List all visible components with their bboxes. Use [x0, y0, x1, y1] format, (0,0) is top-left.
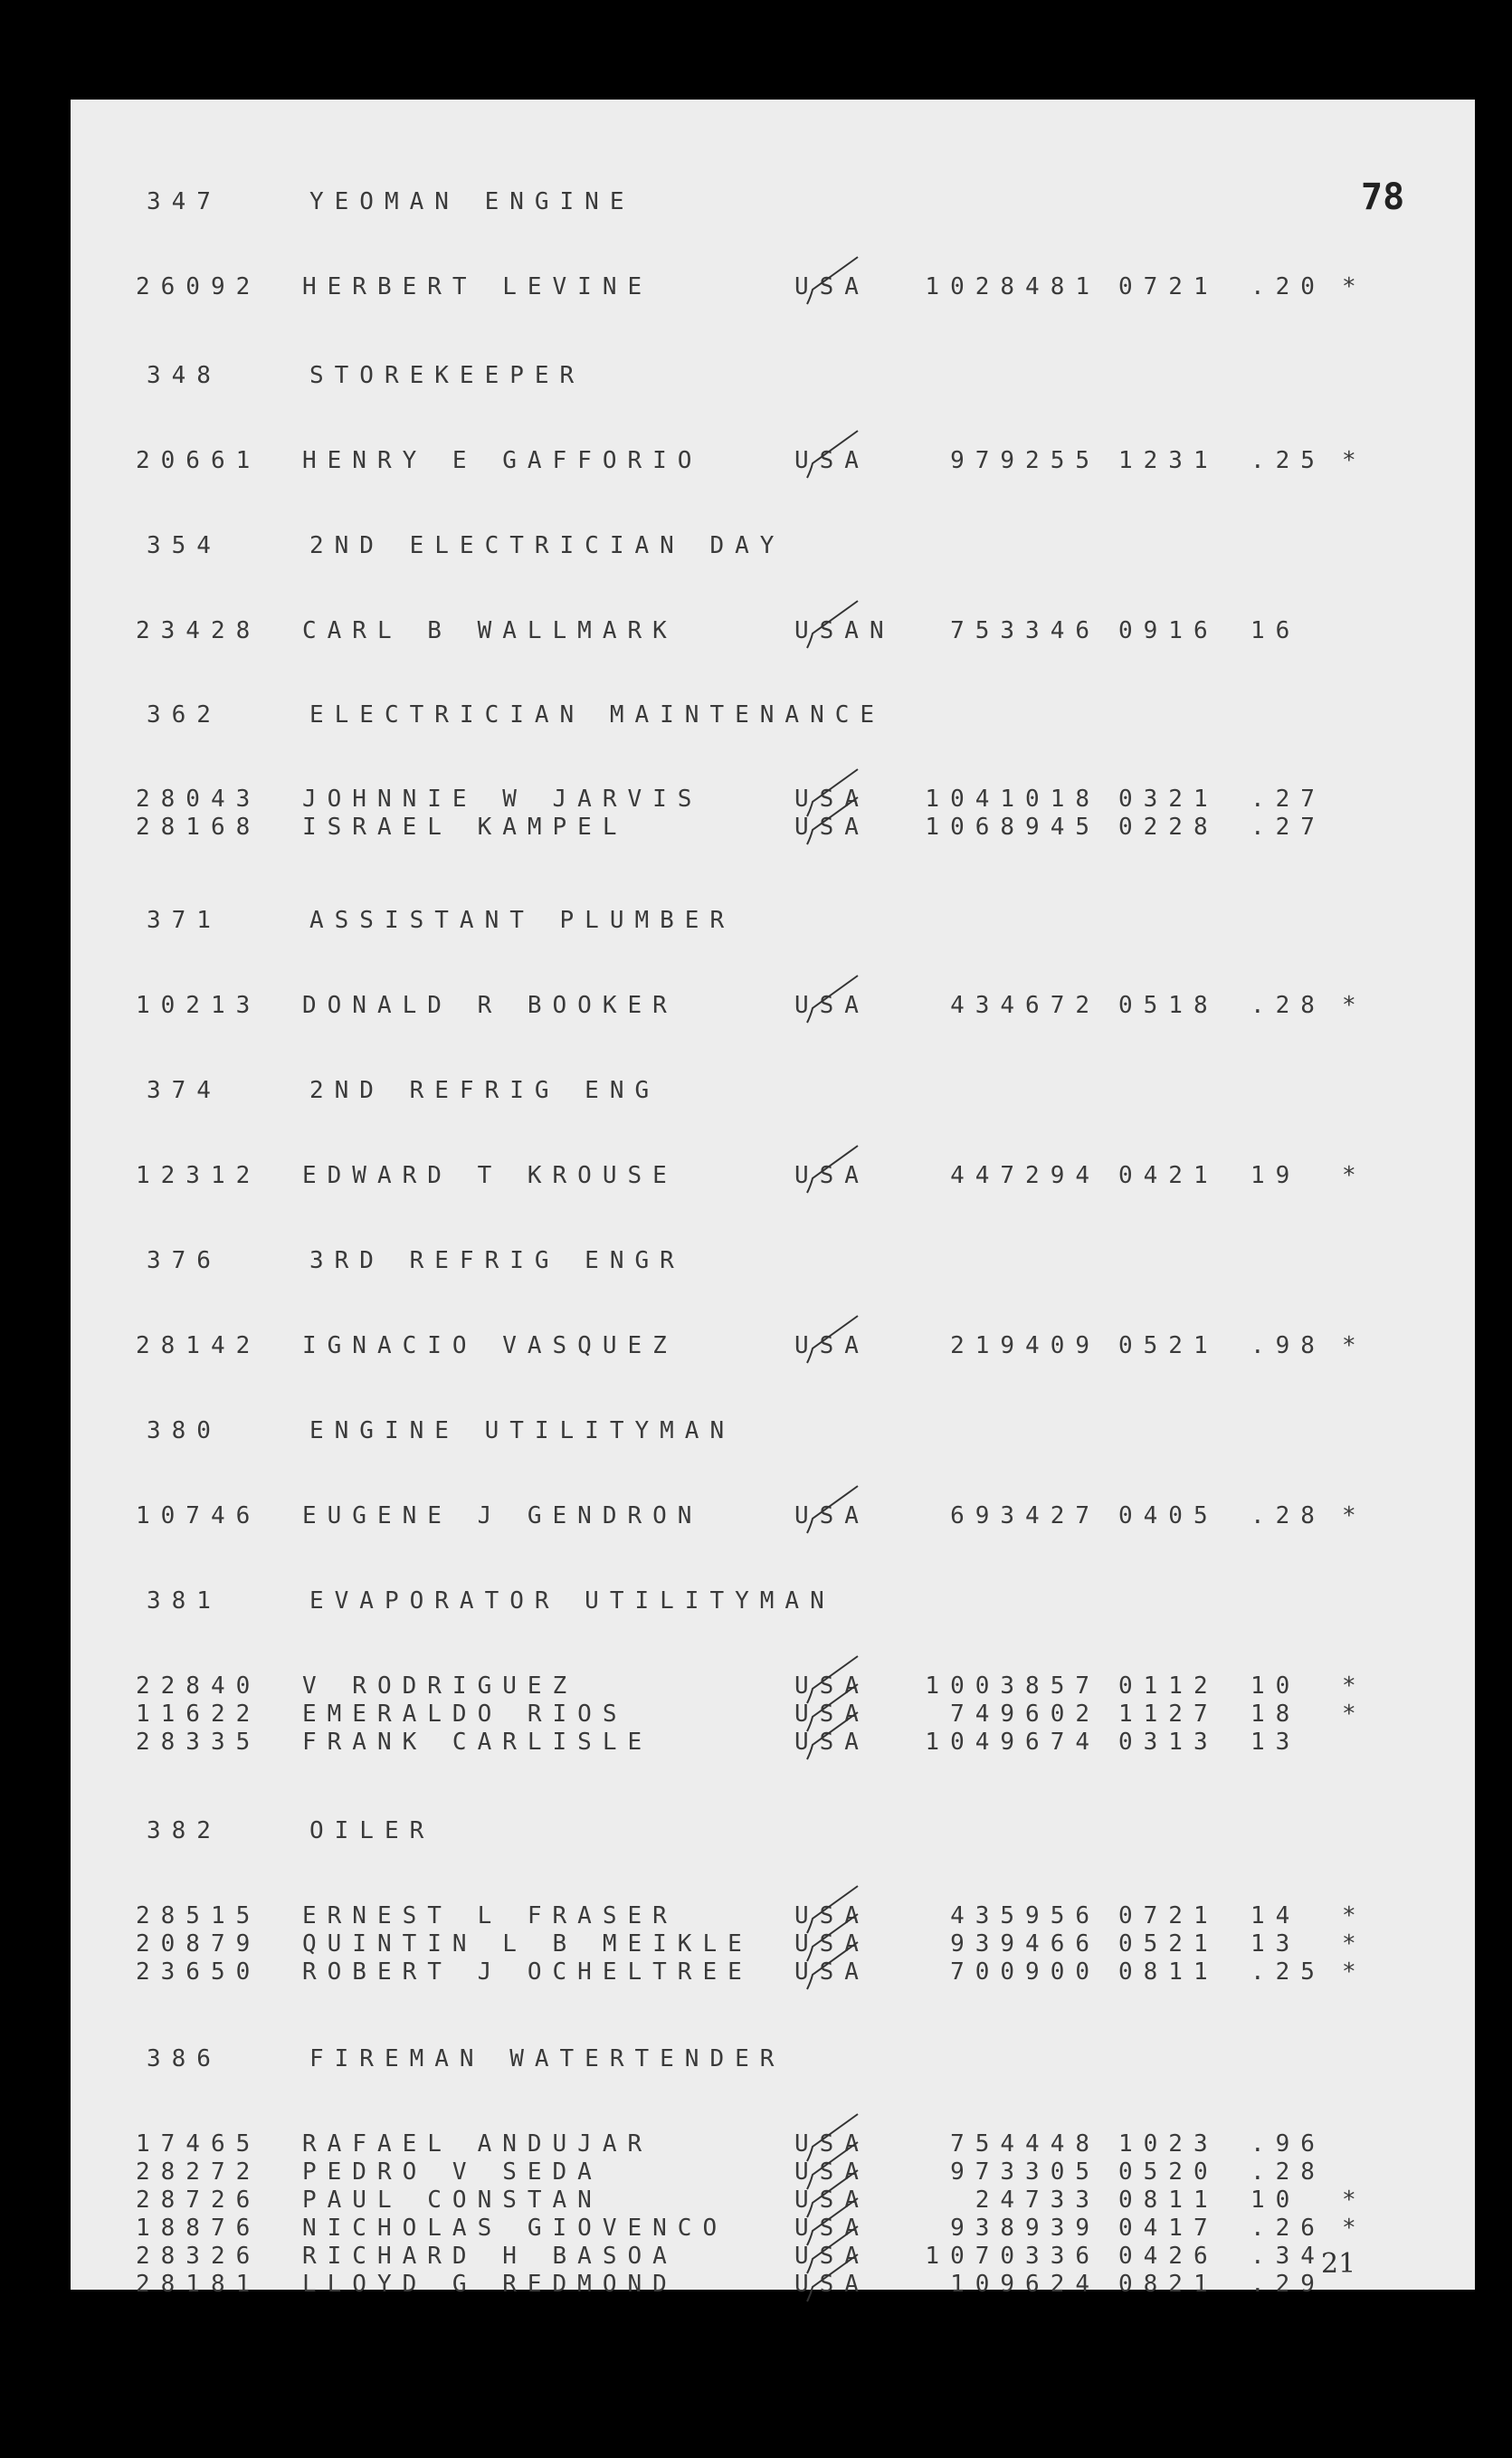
date-code: 0916 [1118, 617, 1219, 644]
seaman-name: ERNEST L FRASER [302, 1902, 678, 1929]
date-code: 0811 [1118, 1958, 1219, 1986]
nationality: USA [794, 2130, 870, 2158]
seaman-id: 10213 [136, 992, 262, 1019]
seaman-id: 20661 [136, 447, 262, 474]
rate-code: .96 [1250, 2130, 1326, 2158]
check-mark-icon [804, 2251, 867, 2305]
seaman-name: HERBERT LEVINE [302, 273, 653, 300]
document-number: 219409 [950, 1332, 1100, 1359]
document-number: 109624 [950, 2271, 1100, 2298]
date-code: 1127 [1118, 1701, 1219, 1728]
nationality: USA [794, 1701, 870, 1728]
rate-code: 10 [1250, 2186, 1301, 2214]
nationality: USA [794, 1958, 870, 1986]
seaman-name: EDWARD T KROUSE [302, 1162, 678, 1189]
check-mark-icon [804, 972, 867, 1026]
check-mark-icon [804, 1709, 867, 1763]
document-number: 1003857 [925, 1672, 1100, 1700]
document-number: 1068945 [925, 814, 1100, 841]
seaman-id: 23650 [136, 1958, 262, 1986]
section-title: 2ND REFRIG ENG [309, 1077, 661, 1104]
asterisk-mark: * [1342, 2215, 1356, 2242]
check-mark-icon [804, 597, 867, 652]
section-code: 381 [147, 1587, 222, 1615]
seaman-id: 28043 [136, 786, 262, 813]
nationality: USAN [794, 617, 895, 644]
document-number: 447294 [950, 1162, 1100, 1189]
handwritten-margin-note: 21 [1321, 2248, 1356, 2280]
section-title: 3RD REFRIG ENGR [309, 1247, 685, 1274]
date-code: 0811 [1118, 2186, 1219, 2214]
seaman-id: 28142 [136, 1332, 262, 1359]
seaman-name: CARL B WALLMARK [302, 617, 678, 644]
seaman-id: 23428 [136, 617, 262, 644]
seaman-id: 28181 [136, 2271, 262, 2298]
rate-code: .28 [1250, 2158, 1326, 2186]
document-number: 24733 [975, 2186, 1100, 2214]
seaman-id: 26092 [136, 273, 262, 300]
seaman-id: 11622 [136, 1701, 262, 1728]
seaman-name: ISRAEL KAMPEL [302, 814, 628, 841]
document-number: 939466 [950, 1930, 1100, 1958]
section-title: ENGINE UTILITYMAN [309, 1417, 736, 1444]
seaman-name: LLOYD G REDMOND [302, 2271, 678, 2298]
date-code: 0228 [1118, 814, 1219, 841]
date-code: 0521 [1118, 1332, 1219, 1359]
document-number: 1070336 [925, 2243, 1100, 2270]
nationality: USA [794, 1332, 870, 1359]
rate-code: .28 [1250, 1502, 1326, 1529]
nationality: USA [794, 2158, 870, 2186]
check-mark-icon [804, 1142, 867, 1196]
document-number: 754448 [950, 2130, 1100, 2158]
date-code: 1231 [1118, 447, 1219, 474]
document-number: 973305 [950, 2158, 1100, 2186]
asterisk-mark: * [1342, 1701, 1356, 1728]
section-title: OILER [309, 1817, 435, 1844]
date-code: 0112 [1118, 1672, 1219, 1700]
date-code: 0421 [1118, 1162, 1219, 1189]
date-code: 1023 [1118, 2130, 1219, 2158]
seaman-id: 28726 [136, 2186, 262, 2214]
document-number: 938939 [950, 2215, 1100, 2242]
section-code: 371 [147, 907, 222, 934]
date-code: 0821 [1118, 2271, 1219, 2298]
nationality: USA [794, 2243, 870, 2270]
section-code: 348 [147, 362, 222, 389]
section-code: 347 [147, 188, 222, 215]
seaman-name: EMERALDO RIOS [302, 1701, 628, 1728]
document-number: 1049674 [925, 1729, 1100, 1756]
seaman-name: IGNACIO VASQUEZ [302, 1332, 678, 1359]
date-code: 0521 [1118, 1930, 1219, 1958]
asterisk-mark: * [1342, 273, 1356, 300]
page-number: 78 [1361, 176, 1405, 218]
rate-code: .34 [1250, 2243, 1326, 2270]
nationality: USA [794, 786, 870, 813]
rate-code: .27 [1250, 786, 1326, 813]
nationality: USA [794, 1729, 870, 1756]
nationality: USA [794, 273, 870, 300]
nationality: USA [794, 1902, 870, 1929]
asterisk-mark: * [1342, 1502, 1356, 1529]
asterisk-mark: * [1342, 1672, 1356, 1700]
rate-code: .29 [1250, 2271, 1326, 2298]
seaman-name: PEDRO V SEDA [302, 2158, 603, 2186]
date-code: 0426 [1118, 2243, 1219, 2270]
section-code: 380 [147, 1417, 222, 1444]
date-code: 0520 [1118, 2158, 1219, 2186]
rate-code: .27 [1250, 814, 1326, 841]
seaman-name: RICHARD H BASOA [302, 2243, 678, 2270]
section-title: 2ND ELECTRICIAN DAY [309, 532, 785, 559]
document-number: 979255 [950, 447, 1100, 474]
document-number: 700900 [950, 1958, 1100, 1986]
asterisk-mark: * [1342, 1930, 1356, 1958]
seaman-name: FRANK CARLISLE [302, 1729, 653, 1756]
check-mark-icon [804, 427, 867, 481]
nationality: USA [794, 447, 870, 474]
asterisk-mark: * [1342, 2186, 1356, 2214]
rate-code: 13 [1250, 1729, 1301, 1756]
section-title: FIREMAN WATERTENDER [309, 2045, 785, 2072]
seaman-name: RAFAEL ANDUJAR [302, 2130, 653, 2158]
seaman-id: 12312 [136, 1162, 262, 1189]
check-mark-icon [804, 1939, 867, 1993]
nationality: USA [794, 992, 870, 1019]
seaman-id: 28335 [136, 1729, 262, 1756]
nationality: USA [794, 1672, 870, 1700]
seaman-id: 17465 [136, 2130, 262, 2158]
section-code: 354 [147, 532, 222, 559]
rate-code: .20 [1250, 273, 1326, 300]
seaman-name: HENRY E GAFFORIO [302, 447, 703, 474]
seaman-name: ROBERT J OCHELTREE [302, 1958, 753, 1986]
section-title: ASSISTANT PLUMBER [309, 907, 736, 934]
rate-code: .98 [1250, 1332, 1326, 1359]
check-mark-icon [804, 1312, 867, 1367]
check-mark-icon [804, 794, 867, 848]
rate-code: 10 [1250, 1672, 1301, 1700]
seaman-name: DONALD R BOOKER [302, 992, 678, 1019]
document-number: 434672 [950, 992, 1100, 1019]
section-title: STOREKEEPER [309, 362, 585, 389]
section-code: 386 [147, 2045, 222, 2072]
seaman-id: 20879 [136, 1930, 262, 1958]
nationality: USA [794, 814, 870, 841]
section-code: 376 [147, 1247, 222, 1274]
date-code: 0321 [1118, 786, 1219, 813]
rate-code: .25 [1250, 447, 1326, 474]
asterisk-mark: * [1342, 1162, 1356, 1189]
nationality: USA [794, 1502, 870, 1529]
nationality: USA [794, 1930, 870, 1958]
rate-code: 19 [1250, 1162, 1301, 1189]
rate-code: 16 [1250, 617, 1301, 644]
section-title: YEOMAN ENGINE [309, 188, 635, 215]
date-code: 0518 [1118, 992, 1219, 1019]
rate-code: 18 [1250, 1701, 1301, 1728]
asterisk-mark: * [1342, 1958, 1356, 1986]
rate-code: 13 [1250, 1930, 1301, 1958]
document-number: 749602 [950, 1701, 1100, 1728]
check-mark-icon [804, 253, 867, 308]
rate-code: 14 [1250, 1902, 1301, 1929]
asterisk-mark: * [1342, 447, 1356, 474]
nationality: USA [794, 1162, 870, 1189]
section-code: 374 [147, 1077, 222, 1104]
check-mark-icon [804, 1482, 867, 1537]
section-code: 382 [147, 1817, 222, 1844]
asterisk-mark: * [1342, 992, 1356, 1019]
seaman-name: NICHOLAS GIOVENCO [302, 2215, 728, 2242]
seaman-id: 28515 [136, 1902, 262, 1929]
seaman-id: 28326 [136, 2243, 262, 2270]
date-code: 0721 [1118, 273, 1219, 300]
nationality: USA [794, 2215, 870, 2242]
date-code: 0721 [1118, 1902, 1219, 1929]
date-code: 0313 [1118, 1729, 1219, 1756]
document-number: 693427 [950, 1502, 1100, 1529]
document-number: 753346 [950, 617, 1100, 644]
seaman-id: 28168 [136, 814, 262, 841]
seaman-id: 18876 [136, 2215, 262, 2242]
seaman-name: PAUL CONSTAN [302, 2186, 603, 2214]
section-title: EVAPORATOR UTILITYMAN [309, 1587, 835, 1615]
seaman-id: 22840 [136, 1672, 262, 1700]
nationality: USA [794, 2186, 870, 2214]
document-number: 435956 [950, 1902, 1100, 1929]
seaman-id: 10746 [136, 1502, 262, 1529]
date-code: 0417 [1118, 2215, 1219, 2242]
seaman-name: JOHNNIE W JARVIS [302, 786, 703, 813]
asterisk-mark: * [1342, 1902, 1356, 1929]
document-number: 1041018 [925, 786, 1100, 813]
seaman-name: V RODRIGUEZ [302, 1672, 578, 1700]
rate-code: .26 [1250, 2215, 1326, 2242]
nationality: USA [794, 2271, 870, 2298]
section-code: 362 [147, 701, 222, 729]
section-title: ELECTRICIAN MAINTENANCE [309, 701, 886, 729]
document-number: 1028481 [925, 273, 1100, 300]
rate-code: .28 [1250, 992, 1326, 1019]
asterisk-mark: * [1342, 1332, 1356, 1359]
date-code: 0405 [1118, 1502, 1219, 1529]
seaman-id: 28272 [136, 2158, 262, 2186]
seaman-name: QUINTIN L B MEIKLE [302, 1930, 753, 1958]
seaman-name: EUGENE J GENDRON [302, 1502, 703, 1529]
rate-code: .25 [1250, 1958, 1326, 1986]
